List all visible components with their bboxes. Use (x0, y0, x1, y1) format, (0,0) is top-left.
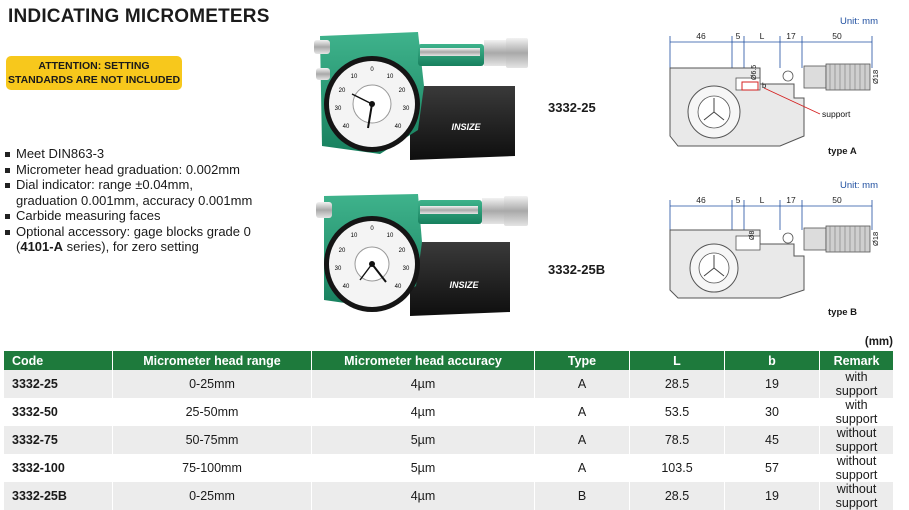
column-header: b (725, 351, 820, 370)
micrometer-photo-type-a (300, 26, 530, 166)
feature-item: Micrometer head graduation: 0.002mm (4, 162, 294, 178)
feature-item-continued (4, 239, 294, 255)
table-cell: 5µm (312, 454, 535, 482)
column-header: Micrometer head range (113, 351, 312, 370)
micrometer-photo-type-b (300, 190, 530, 320)
column-header: Remark (820, 351, 894, 370)
dial-number: 30 (402, 266, 410, 272)
table-cell: 4µm (312, 398, 535, 426)
spec-table (4, 351, 894, 510)
dial-number: 10 (386, 74, 394, 80)
table-cell: 0-25mm (113, 370, 312, 398)
dial-number: 40 (342, 124, 350, 130)
table-cell: 25-50mm (113, 398, 312, 426)
dial-number: 10 (350, 233, 358, 239)
dial-number: 40 (394, 284, 402, 290)
unit-label: Unit: mm (840, 180, 878, 191)
dim-label: L (759, 31, 765, 41)
column-header: Type (535, 351, 630, 370)
table-cell: A (535, 454, 630, 482)
diameter-label: Ø18 (871, 231, 880, 246)
table-cell: 3332-75 (4, 426, 113, 454)
dial-number: 20 (338, 248, 346, 254)
feature-list (4, 146, 294, 255)
dim-label: 17 (786, 195, 796, 205)
brand-logo: INSIZE (449, 280, 479, 290)
dial-number: 30 (334, 106, 342, 112)
dimension-diagram-type-a (660, 28, 890, 160)
support-label: support (822, 109, 851, 119)
diameter-label: Ø18 (871, 69, 880, 84)
table-row (4, 482, 894, 510)
table-cell: without support (820, 482, 894, 510)
table-cell: with support (820, 370, 894, 398)
dial-number: 40 (342, 284, 350, 290)
table-cell: B (535, 482, 630, 510)
table-cell: 103.5 (630, 454, 725, 482)
table-row (4, 454, 894, 482)
table-cell: 4µm (312, 370, 535, 398)
table-row (4, 398, 894, 426)
table-cell: without support (820, 454, 894, 482)
table-cell: 75-100mm (113, 454, 312, 482)
table-cell: 3332-25B (4, 482, 113, 510)
dial-number: 20 (398, 88, 406, 94)
table-cell: 57 (725, 454, 820, 482)
attention-badge (6, 56, 182, 90)
dial-number: 40 (394, 124, 402, 130)
table-cell: 0-25mm (113, 482, 312, 510)
table-cell: 53.5 (630, 398, 725, 426)
dimension-diagram-type-b (660, 194, 890, 304)
table-cell: 45 (725, 426, 820, 454)
table-cell: A (535, 398, 630, 426)
dim-label: L (759, 195, 765, 205)
table-cell: 28.5 (630, 482, 725, 510)
column-header: Micrometer head accuracy (312, 351, 535, 370)
dim-label: 46 (696, 31, 706, 41)
table-cell: with support (820, 398, 894, 426)
dim-label: 50 (832, 31, 842, 41)
attention-line-1: ATTENTION: SETTING (38, 60, 150, 72)
table-cell: 4µm (312, 482, 535, 510)
dim-label: 5 (735, 195, 741, 205)
table-row (4, 370, 894, 398)
column-header: Code (4, 351, 113, 370)
feature-item: Meet DIN863-3 (4, 146, 294, 162)
dial-number: 30 (402, 106, 410, 112)
table-cell: 19 (725, 370, 820, 398)
dim-label: 50 (832, 195, 842, 205)
dial-number: 20 (398, 248, 406, 254)
table-cell: 3332-100 (4, 454, 113, 482)
attention-line-2: STANDARDS ARE NOT INCLUDED (7, 74, 181, 86)
dim-label: 17 (786, 31, 796, 41)
table-cell: A (535, 426, 630, 454)
feature-item: Carbide measuring faces (4, 208, 294, 224)
table-row (4, 426, 894, 454)
dial-number: 10 (350, 74, 358, 80)
table-cell: 19 (725, 482, 820, 510)
dial-number: 0 (370, 67, 374, 73)
brand-logo: INSIZE (451, 122, 481, 132)
type-label: type A (828, 146, 857, 157)
table-cell: 3332-25 (4, 370, 113, 398)
product-code-label: 3332-25 (548, 100, 596, 115)
feature-item: Dial indicator: range ±0.04mm, (4, 177, 294, 193)
table-cell: 3332-50 (4, 398, 113, 426)
feature-item: Optional accessory: gage blocks grade 0 (4, 224, 294, 240)
table-cell: 50-75mm (113, 426, 312, 454)
table-cell: 5µm (312, 426, 535, 454)
dial-number: 20 (338, 88, 346, 94)
page-title: INDICATING MICROMETERS (8, 6, 270, 27)
dial-number: 0 (370, 226, 374, 232)
b-label: b (762, 81, 767, 90)
column-header: L (630, 351, 725, 370)
diameter-label: Ø6.5 (751, 64, 758, 80)
table-cell: 30 (725, 398, 820, 426)
table-cell: A (535, 370, 630, 398)
feature-accessory-line: (4101-A series), for zero setting (16, 239, 199, 254)
table-cell: 78.5 (630, 426, 725, 454)
dial-number: 30 (334, 266, 342, 272)
dim-label: 46 (696, 195, 706, 205)
dim-label: 5 (735, 31, 741, 41)
table-cell: without support (820, 426, 894, 454)
feature-item-continued: graduation 0.001mm, accuracy 0.001mm (16, 192, 253, 208)
accessory-series-code: 4101-A (20, 239, 63, 254)
unit-label: Unit: mm (840, 16, 878, 27)
type-label: type B (828, 307, 858, 318)
dial-number: 10 (386, 233, 394, 239)
diameter-label: Ø8 (749, 230, 756, 240)
product-code-label: 3332-25B (548, 262, 606, 277)
table-cell: 28.5 (630, 370, 725, 398)
table-header-row (4, 351, 894, 370)
table-unit-label: (mm) (864, 336, 893, 348)
